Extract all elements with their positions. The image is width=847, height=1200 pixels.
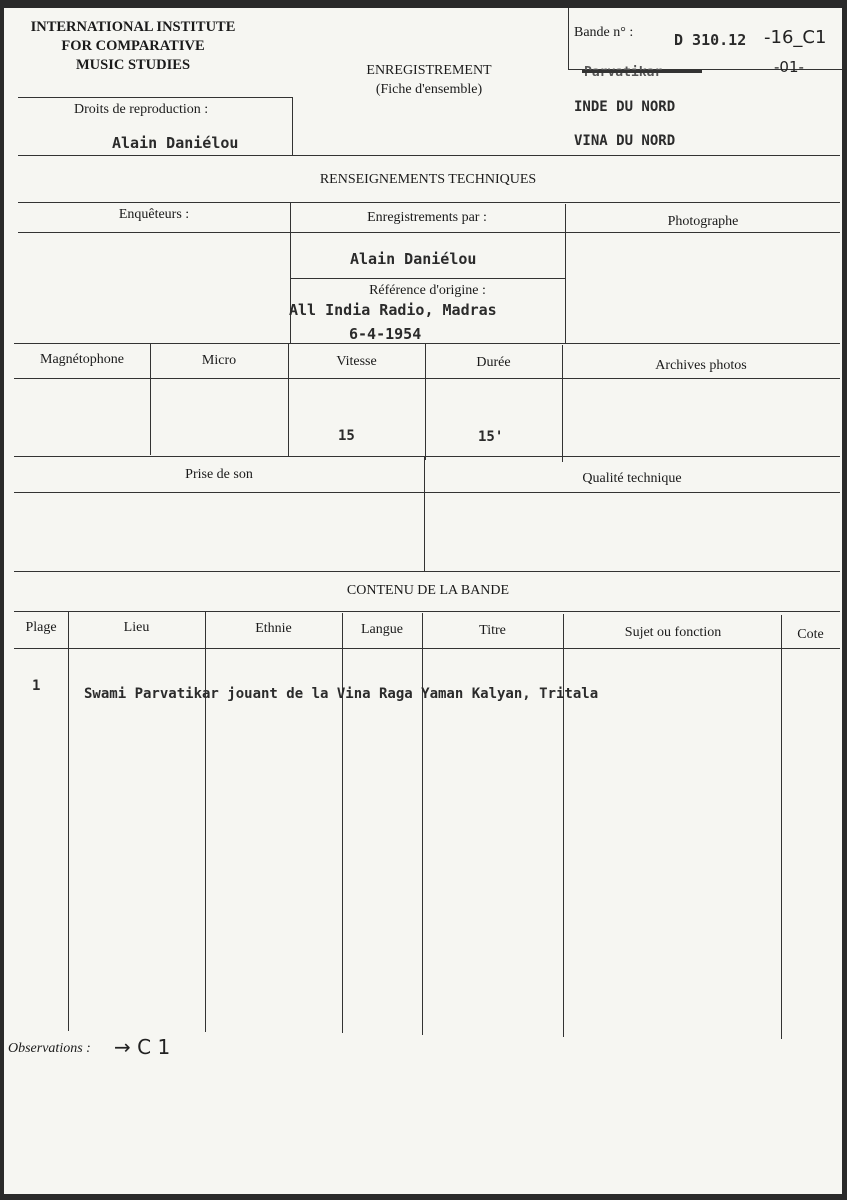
magnetophone-label: Magnétophone — [40, 352, 124, 367]
institute-line-1: INTERNATIONAL INSTITUTE — [30, 19, 236, 35]
rule-contents-header-top — [14, 611, 840, 612]
rule-contents-header-bottom — [14, 648, 840, 649]
col-ethnie-label: Ethnie — [255, 621, 292, 636]
duree-label: Durée — [476, 355, 511, 370]
rule-equipment-header — [14, 378, 840, 379]
form-title: ENREGISTREMENT — [366, 63, 492, 78]
col-langue-label: Langue — [361, 622, 403, 637]
archives-label: Archives photos — [655, 358, 747, 373]
col-divider-sujet — [781, 615, 782, 1039]
col-divider-plage — [68, 611, 69, 1031]
region-value: INDE DU NORD — [574, 99, 676, 115]
col-titre-label: Titre — [479, 623, 506, 638]
micro-label: Micro — [201, 353, 237, 368]
duree-value: 15' — [478, 429, 504, 445]
institute-name — [18, 18, 248, 75]
col-divider-2 — [565, 204, 566, 344]
col-divider-6 — [562, 345, 563, 462]
droits-value: Alain Daniélou — [112, 134, 239, 152]
droits-top-border — [18, 97, 293, 98]
observations-value: → C 1 — [114, 1035, 171, 1059]
vitesse-label: Vitesse — [336, 354, 377, 369]
reference-line-2: 6-4-1954 — [349, 325, 422, 343]
prise-label: Prise de son — [185, 467, 253, 482]
row-plage: 1 — [32, 678, 41, 694]
reference-line-1: All India Radio, Madras — [289, 301, 497, 319]
contents-section-title: CONTENU DE LA BANDE — [346, 583, 510, 598]
col-divider-lieu — [205, 612, 206, 1032]
rule-prise-header — [14, 492, 840, 493]
form-subtitle: (Fiche d'ensemble) — [375, 82, 483, 97]
bande-number-typed: D 310.12 — [674, 31, 747, 49]
col-divider-7 — [424, 457, 425, 571]
observations-label: Observations : — [8, 1041, 91, 1056]
enregistrements-value: Alain Daniélou — [350, 250, 477, 268]
institute-line-3: MUSIC STUDIES — [75, 57, 191, 73]
enqueteurs-label: Enquêteurs : — [118, 207, 190, 222]
droits-right-border — [292, 97, 293, 155]
rule-tech-header-top — [18, 202, 840, 203]
col-divider-3 — [150, 343, 151, 455]
bande-sub-handwritten: -01- — [774, 58, 804, 76]
strike-through — [582, 70, 702, 73]
droits-label: Droits de reproduction : — [74, 102, 209, 117]
col-plage-label: Plage — [25, 620, 57, 635]
institute-line-2: FOR COMPARATIVE — [61, 38, 205, 54]
vitesse-value: 15 — [338, 428, 355, 444]
reference-label: Référence d'origine : — [369, 283, 486, 298]
col-divider-ethnie — [342, 613, 343, 1033]
enregistrements-label: Enregistrements par : — [367, 210, 487, 225]
qualite-label: Qualité technique — [582, 471, 682, 486]
row-text: Swami Parvatikar jouant de la Vina Raga Yaman Kalyan, Tritala — [84, 686, 599, 702]
rule-equipment-top — [14, 343, 840, 344]
rule-tech-top — [18, 155, 840, 156]
col-cote-label: Cote — [797, 627, 824, 642]
col-divider-titre — [563, 614, 564, 1037]
col-divider-5 — [425, 344, 426, 460]
rule-tech-header-bottom — [18, 232, 840, 233]
instrument-value: VINA DU NORD — [574, 133, 676, 149]
photographe-label: Photographe — [667, 214, 739, 229]
col-divider-1 — [290, 202, 291, 344]
col-lieu-label: Lieu — [123, 620, 150, 635]
tech-section-title: RENSEIGNEMENTS TECHNIQUES — [319, 172, 537, 187]
rule-reference — [290, 278, 565, 279]
col-divider-4 — [288, 343, 289, 457]
bande-number-handwritten: -16_C1 — [764, 27, 827, 48]
record-sheet — [4, 8, 842, 1194]
bande-left-border — [568, 8, 569, 70]
rule-contents-top — [14, 571, 840, 572]
col-divider-langue — [422, 613, 423, 1035]
bande-label: Bande n° : — [574, 25, 634, 40]
col-sujet-label: Sujet ou fonction — [624, 625, 722, 640]
rule-prise-top — [14, 456, 840, 457]
